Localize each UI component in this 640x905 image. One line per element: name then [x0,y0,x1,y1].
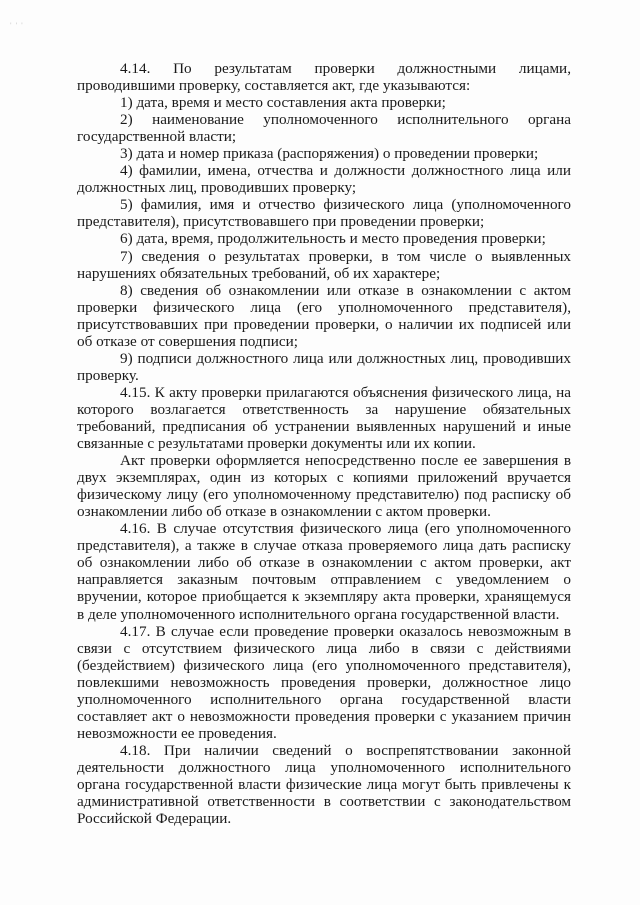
corner-scan-mark: ' ' ' [10,22,24,29]
paragraph-act-drafting: Акт проверки оформляется непосредственно после ее завершения в двух экземплярах, один из которых с копиями приложений вручается физическому лицу (его уполномоченному представителю) под расписку об ознакомлении либо об отказе в ознакомлении с актом проверки. [77,452,571,521]
list-item-2: 2) наименование уполномоченного исполнительного органа государственной власти; [77,111,571,146]
paragraph-4-14: 4.14. По результатам проверки должностными лицами, проводившими проверку, составляется акт, где указываются: [77,60,571,95]
list-item-8: 8) сведения об ознакомлении или отказе в ознакомлении с актом проверки физического лица (его уполномоченного представителя), присутствовавших при проведении проверки, о наличии их подписей или об отказе от совершения подписи; [77,281,571,350]
list-item-6: 6) дата, время, продолжительность и место проведения проверки; [120,230,546,248]
paragraph-4-15: 4.15. К акту проверки прилагаются объяснения физического лица, на которого возлагается ответственность за нарушение обязательных требований, предписания об устранении выявленных нарушений и иные связанные с результатами проверки документы или их копии. [77,383,571,453]
list-item-5: 5) фамилия, имя и отчество физического лица (уполномоченного представителя), присутствовавшего при проведении проверки; [77,196,571,231]
list-item-4: 4) фамилии, имена, отчества и должности должностного лица или должностных лиц, проводивших проверку; [77,162,571,197]
list-item-7: 7) сведения о результатах проверки, в том числе о выявленных нарушениях обязательных требований, об их характере; [77,247,571,282]
list-item-1: 1) дата, время и место составления акта проверки; [120,94,446,112]
list-item-9: 9) подписи должностного лица или должностных лиц, проводивших проверку. [77,349,571,384]
paragraph-4-18: 4.18. При наличии сведений о воспрепятствовании законной деятельности должностного лица уполномоченного исполнительного органа государственной власти физические лица могут быть привлечены к административной ответственности в соответствии с законодательством Российской Федерации. [77,741,571,828]
list-item-3: 3) дата и номер приказа (распоряжения) о проведении проверки; [120,145,539,163]
document-body [77,60,571,827]
paragraph-4-16: 4.16. В случае отсутствия физического лица (его уполномоченного представителя), а также в случае отказа проверяемого лица дать расписку об ознакомлении либо об отказе в ознакомлении с актом проверки, акт направляется заказным почтовым отправлением с уведомлением о вручении, которое приобщается к экземпляру акта проверки, хранящемуся в деле уполномоченного исполнительного органа государственной власти. [77,520,571,623]
paragraph-4-17: 4.17. В случае если проведение проверки оказалось невозможным в связи с отсутствием физического лица либо в связи с действиями (бездействием) физического лица (его уполномоченного представителя), повлекшими невозможность проведения проверки, должностное лицо уполномоченного исполнительного органа государственной власти составляет акт о невозможности проведения проверки с указанием причин невозможности ее проведения. [77,622,571,742]
